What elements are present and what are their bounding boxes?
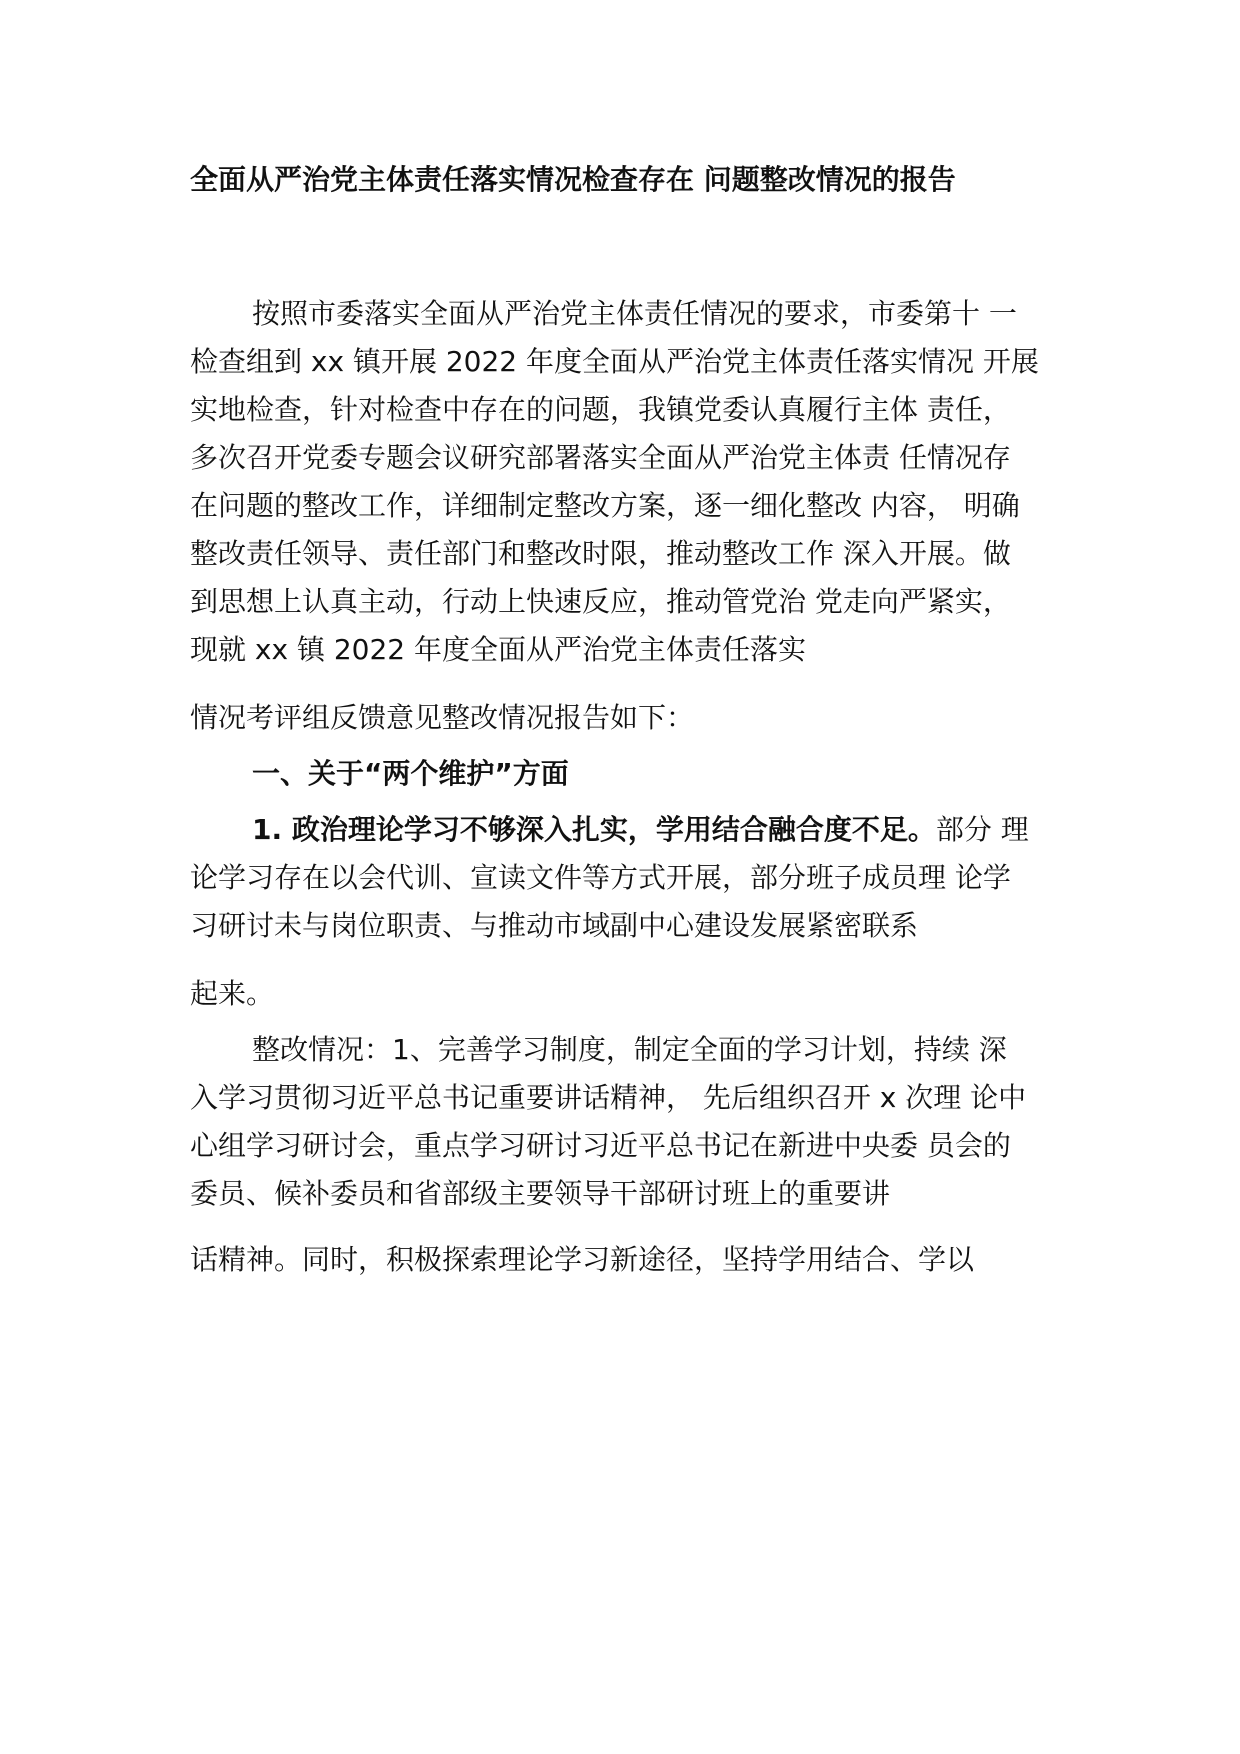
- item-heading: 1. 政治理论学习不够深入扎实，学用结合融合度不足。: [252, 813, 936, 846]
- document-title: 全面从严治党主体责任落实情况检查存在 问题整改情况的报告: [190, 163, 956, 196]
- paragraph-line: 整改情况：1、完善学习制度，制定全面的学习计划，持续 深: [252, 1033, 1007, 1066]
- paragraph-line: 多次召开党委专题会议研究部署落实全面从严治党主体责 任情况存: [190, 441, 1011, 474]
- paragraph-line: 在问题的整改工作，详细制定整改方案，逐一细化整改 内容， 明确: [190, 489, 1020, 522]
- paragraph-line: 现就 xx 镇 2022 年度全面从严治党主体责任落实: [190, 633, 807, 666]
- paragraph-line: 入学习贯彻习近平总书记重要讲话精神， 先后组织召开 x 次理 论中: [190, 1081, 1027, 1114]
- paragraph-line: 整改责任领导、责任部门和整改时限，推动整改工作 深入开展。做: [190, 537, 1011, 570]
- item-text: 部分 理: [935, 813, 1029, 846]
- paragraph-line: 情况考评组反馈意见整改情况报告如下：: [190, 701, 695, 734]
- paragraph-line: 习研讨未与岗位职责、与推动市域副中心建设发展紧密联系: [190, 909, 919, 942]
- paragraph-line: 到思想上认真主动，行动上快速反应，推动管党治 党走向严紧实，: [190, 585, 1011, 618]
- paragraph-line: 话精神。同时，积极探索理论学习新途径，坚持学用结合、学以: [190, 1243, 975, 1276]
- section-heading: 一、关于“两个维护”方面: [252, 757, 569, 790]
- paragraph-line: 委员、候补委员和省部级主要领导干部研讨班上的重要讲: [190, 1177, 891, 1210]
- paragraph-line: 起来。: [190, 977, 275, 1010]
- paragraph-line: 检查组到 xx 镇开展 2022 年度全面从严治党主体责任落实情况 开展: [190, 345, 1039, 378]
- paragraph-line: 实地检查，针对检查中存在的问题，我镇党委认真履行主体 责任，: [190, 393, 1011, 426]
- paragraph-line: 论学习存在以会代训、宣读文件等方式开展，部分班子成员理 论学: [190, 861, 1011, 894]
- paragraph-line: 心组学习研讨会，重点学习研讨习近平总书记在新进中央委 员会的: [190, 1129, 1011, 1162]
- paragraph-line: 按照市委落实全面从严治党主体责任情况的要求，市委第十 一: [252, 297, 1017, 330]
- item-first-line: [252, 812, 1029, 848]
